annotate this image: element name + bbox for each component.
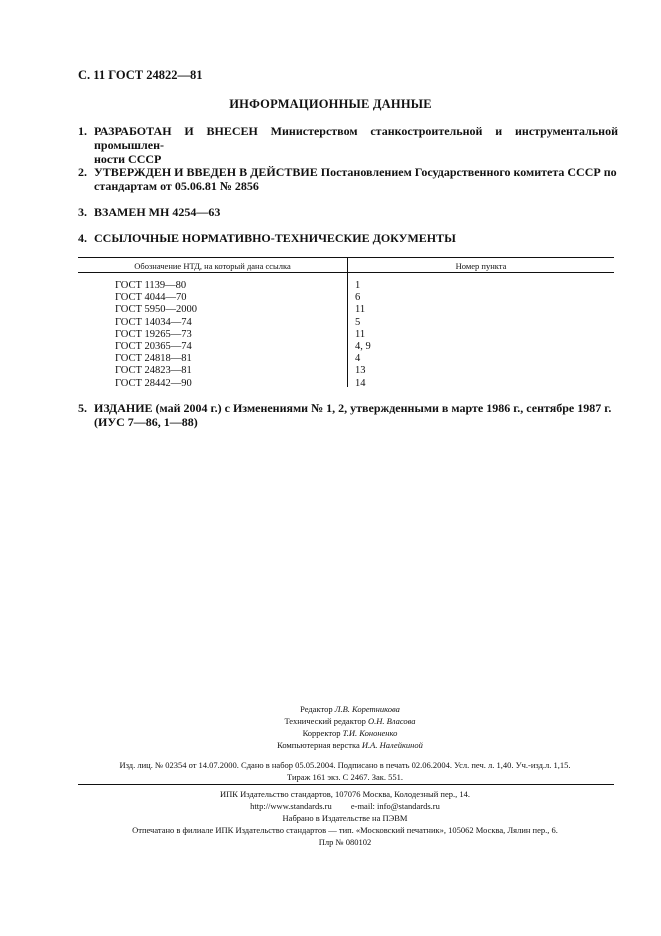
info-item-1 xyxy=(78,124,618,166)
info-item-5 xyxy=(78,401,618,429)
table-cell: ГОСТ 19265—73 xyxy=(115,328,192,340)
table-column-designations xyxy=(115,280,197,390)
table-column-clauses xyxy=(355,280,371,390)
table-cell: 13 xyxy=(355,365,366,377)
info-item-4 xyxy=(78,231,618,245)
item-number: 2. xyxy=(78,165,87,179)
item-text: Министерством станкостроительной и инструментальной промышлен- xyxy=(94,124,619,152)
typeset-note: Набрано в Издательстве на ПЭВМ xyxy=(282,813,408,823)
table-cell: 1 xyxy=(355,280,361,291)
table-column-divider xyxy=(347,257,348,387)
imprint-divider xyxy=(78,784,614,785)
publisher-address: ИПК Издательство стандартов, 107076 Москва, Колодезный пер., 14. xyxy=(220,789,470,799)
item-number: 5. xyxy=(78,401,87,415)
table-cell: ГОСТ 20365—74 xyxy=(115,341,192,353)
table-cell: ГОСТ 24818—81 xyxy=(115,353,192,365)
plr-number: Плр № 080102 xyxy=(318,837,372,847)
item-lead: ССЫЛОЧНЫЕ НОРМАТИВНО-ТЕХНИЧЕСКИЕ ДОКУМЕНТЫ xyxy=(94,231,456,245)
table-cell: ГОСТ 5950—2000 xyxy=(115,304,198,316)
item-continuation: (ИУС 7—86, 1—88) xyxy=(94,415,198,429)
item-lead: ВЗАМЕН МН 4254—63 xyxy=(94,205,221,219)
publisher-contacts xyxy=(40,800,650,812)
imprint-info xyxy=(60,759,630,783)
credit-layout: Компьютерная верстка И.А. Налейкиной xyxy=(277,740,423,750)
credit-tech-editor: Технический редактор О.Н. Власова xyxy=(284,716,416,726)
credit-editor: Редактор Л.В. Коретникова xyxy=(300,704,400,714)
email-link[interactable]: e-mail: info@standards.ru xyxy=(350,801,440,811)
item-number: 3. xyxy=(78,205,87,219)
table-cell: 11 xyxy=(355,304,366,316)
info-item-3 xyxy=(78,205,618,219)
table-header-rule xyxy=(78,272,614,273)
item-continuation: ности СССР xyxy=(94,152,162,166)
info-item-2 xyxy=(78,165,618,193)
table-top-rule xyxy=(78,257,614,258)
table-cell: ГОСТ 28442—90 xyxy=(115,377,192,389)
table-cell: 6 xyxy=(355,292,361,304)
table-cell: 11 xyxy=(355,328,366,340)
table-header-clause: Номер пункта xyxy=(455,261,507,271)
table-cell: 14 xyxy=(355,377,366,389)
table-header-designation: Обозначение НТД, на который дана ссылка xyxy=(134,261,291,271)
table-cell: 4, 9 xyxy=(355,341,371,353)
publisher-block xyxy=(40,788,650,848)
table-cell: 5 xyxy=(355,316,361,328)
item-lead: УТВЕРЖДЕН И ВВЕДЕН В ДЕЙСТВИЕ xyxy=(94,165,318,179)
imprint-line-1: Изд. лиц. № 02354 от 14.07.2000. Сдано в набор 05.05.2004. Подписано в печать 02.06.2004. Усл. печ. л. 1,40. Уч.-изд.л. 1,15. xyxy=(119,760,571,770)
imprint-line-2: Тираж 161 экз. С 2467. Зак. 551. xyxy=(286,772,404,782)
table-cell: ГОСТ 24823—81 xyxy=(115,365,192,377)
page-header: С. 11 ГОСТ 24822—81 xyxy=(78,68,203,82)
table-cell: ГОСТ 14034—74 xyxy=(115,316,192,328)
table-cell: ГОСТ 4044—70 xyxy=(115,292,187,304)
item-number: 1. xyxy=(78,124,87,138)
printed-note: Отпечатано в филиале ИПК Издательство стандартов — тип. «Московский печатник», 105062 Москва, Лялин пер., 6. xyxy=(132,825,558,835)
item-number: 4. xyxy=(78,231,87,245)
credits-block xyxy=(190,703,510,751)
table-cell: 4 xyxy=(355,353,361,365)
website-link[interactable]: http://www.standards.ru xyxy=(250,801,332,811)
item-text: Постановлением Государственного комитета СССР по xyxy=(320,165,617,179)
item-continuation: стандартам от 05.06.81 № 2856 xyxy=(94,179,259,193)
table-cell: ГОСТ 1139—80 xyxy=(115,280,187,291)
item-lead: РАЗРАБОТАН И ВНЕСЕН xyxy=(94,124,258,138)
item-text: (май 2004 г.) с Изменениями № 1, 2, утвержденными в марте 1986 г., сентябре 1987 г. xyxy=(155,401,612,415)
credit-corrector: Корректор Т.И. Кононенко xyxy=(302,728,398,738)
item-lead: ИЗДАНИЕ xyxy=(94,401,153,415)
section-title: ИНФОРМАЦИОННЫЕ ДАННЫЕ xyxy=(229,97,432,111)
